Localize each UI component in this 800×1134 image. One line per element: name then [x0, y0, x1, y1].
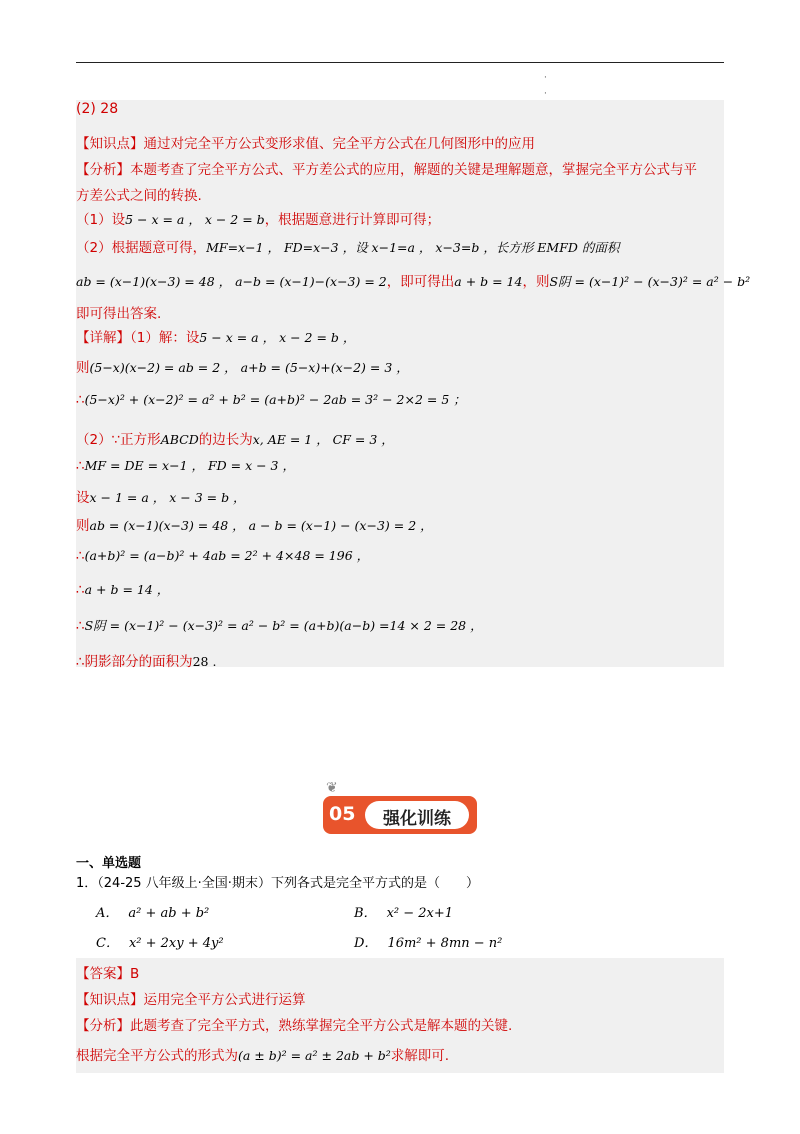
q1-method	[76, 1044, 449, 1064]
header-dots: · ·	[544, 73, 547, 99]
step3-expr3: S阴 = (x−1)² − (x−3)² = a² − b²	[549, 274, 751, 289]
step3-expr: ab = (x−1)(x−3) = 48 ， a−b = (x−1)−(x−3) = 2	[76, 274, 387, 289]
banner-pill	[365, 801, 469, 829]
analysis-line-1: 【分析】本题考查了完全平方公式、平方差公式的应用，解题的关键是理解题意，掌握完全平方公式与平	[76, 162, 697, 178]
step2-label: （2）根据题意可得，	[76, 240, 207, 256]
banner-title: 强化训练	[383, 809, 451, 829]
detail-7-expr: ab = (x−1)(x−3) = 48 ， a − b = (x−1) − (x−3) = 2 ，	[89, 518, 433, 533]
step1-line	[76, 208, 440, 228]
detail-7	[76, 514, 433, 534]
q1-method-expr: (a ± b)² = a² ± 2ab + b²	[238, 1048, 391, 1063]
step1-tail: ，根据题意进行计算即可得；	[264, 212, 441, 228]
banner-number: 05	[329, 803, 356, 825]
option-a	[96, 902, 209, 921]
detail-1	[76, 326, 355, 346]
option-c-label: C．	[96, 936, 119, 951]
q1-method-tail: 求解即可.	[390, 1048, 450, 1064]
detail-2-label: 则	[76, 360, 90, 376]
step3-line	[76, 270, 750, 290]
step3-expr2: a + b = 14	[454, 274, 523, 289]
detail-5-label: ∴	[76, 458, 85, 474]
detail-4	[76, 428, 394, 448]
detail-10-label: ∴	[76, 618, 85, 634]
step3-then: ，则	[522, 274, 550, 290]
detail-4-label: （2）∵正方形	[76, 432, 161, 448]
section-title: 一、单选题	[76, 856, 142, 871]
detail-11-expr: 28 .	[192, 654, 217, 669]
header-rule	[76, 62, 724, 63]
option-d-expr: 16m² + 8mn − n²	[387, 936, 503, 951]
knowledge-line: 【知识点】通过对完全平方公式变形求值、完全平方公式在几何图形中的应用	[76, 136, 535, 152]
option-c-expr: x² + 2xy + 4y²	[128, 936, 224, 951]
detail-5-expr: MF = DE = x−1 ， FD = x − 3 ，	[84, 458, 295, 473]
detail-4-expr: ABCD	[160, 432, 199, 447]
detail-7-label: 则	[76, 518, 90, 534]
detail-9-expr: a + b = 14 ，	[84, 582, 170, 597]
detail-8-expr: (a+b)² = (a−b)² + 4ab = 2² + 4×48 = 196 ，	[84, 548, 370, 563]
option-b-expr: x² − 2x+1	[386, 906, 454, 921]
detail-3-expr: (5−x)² + (x−2)² = a² + b² = (a+b)² − 2ab = 3² − 2×2 = 5 ；	[84, 392, 466, 407]
option-b-label: B．	[354, 906, 377, 921]
option-a-expr: a² + ab + b²	[128, 906, 210, 921]
question-stem: 1．（24-25 八年级上·全国·期末）下列各式是完全平方式的是（ ）	[76, 876, 479, 891]
detail-3	[76, 390, 466, 408]
detail-4-expr2: x, AE = 1 ， CF = 3 ，	[252, 432, 394, 447]
step2-expr: MF=x−1 ， FD=x−3 ，设 x−1=a ， x−3=b ，长方形 EMFD 的面积	[206, 240, 620, 255]
detail-10-expr: S阴 = (x−1)² − (x−3)² = a² − b² = (a+b)(a−b) =14 × 2 = 28 ，	[84, 618, 483, 633]
detail-6-label: 设	[76, 490, 90, 506]
detail-9-label: ∴	[76, 582, 85, 598]
detail-1-expr: 5 − x = a ， x − 2 = b ，	[199, 330, 356, 345]
detail-5	[76, 456, 295, 474]
step3-tail: ，即可得出	[386, 274, 455, 290]
answer-part2: (2) 28	[76, 101, 119, 117]
step1-expr: 5 − x = a ， x − 2 = b	[125, 212, 265, 227]
detail-6-expr: x − 1 = a ， x − 3 = b ，	[89, 490, 246, 505]
detail-8	[76, 546, 369, 564]
detail-2-expr: (5−x)(x−2) = ab = 2 ， a+b = (5−x)+(x−2) = 3 ，	[89, 360, 409, 375]
q1-knowledge: 【知识点】运用完全平方公式进行运算	[76, 992, 306, 1008]
detail-9	[76, 580, 169, 598]
analysis-line-2: 方差公式之间的转换.	[76, 188, 202, 204]
step2-line	[76, 236, 619, 256]
option-c	[96, 932, 224, 951]
option-d	[354, 932, 502, 951]
detail-8-label: ∴	[76, 548, 85, 564]
q1-method-label: 根据完全平方公式的形式为	[76, 1048, 238, 1064]
detail-1-label: 【详解】（1）解：设	[76, 330, 200, 346]
step1-label: （1）设	[76, 212, 126, 228]
detail-11-label: ∴阴影部分的面积为	[76, 654, 193, 670]
sprig-icon: ❦	[326, 780, 338, 796]
detail-4-mid: 的边长为	[198, 432, 253, 448]
detail-3-label: ∴	[76, 392, 85, 408]
detail-10	[76, 616, 483, 634]
option-b	[354, 902, 453, 921]
option-a-label: A．	[96, 906, 119, 921]
detail-6	[76, 486, 246, 506]
detail-11	[76, 650, 216, 670]
step4-line: 即可得出答案.	[76, 306, 162, 322]
q1-analysis: 【分析】此题考查了完全平方式，熟练掌握完全平方公式是解本题的关键.	[76, 1018, 513, 1034]
detail-2	[76, 356, 409, 376]
option-d-label: D．	[354, 936, 378, 951]
section-banner	[323, 796, 477, 834]
q1-answer: 【答案】B	[76, 966, 140, 982]
